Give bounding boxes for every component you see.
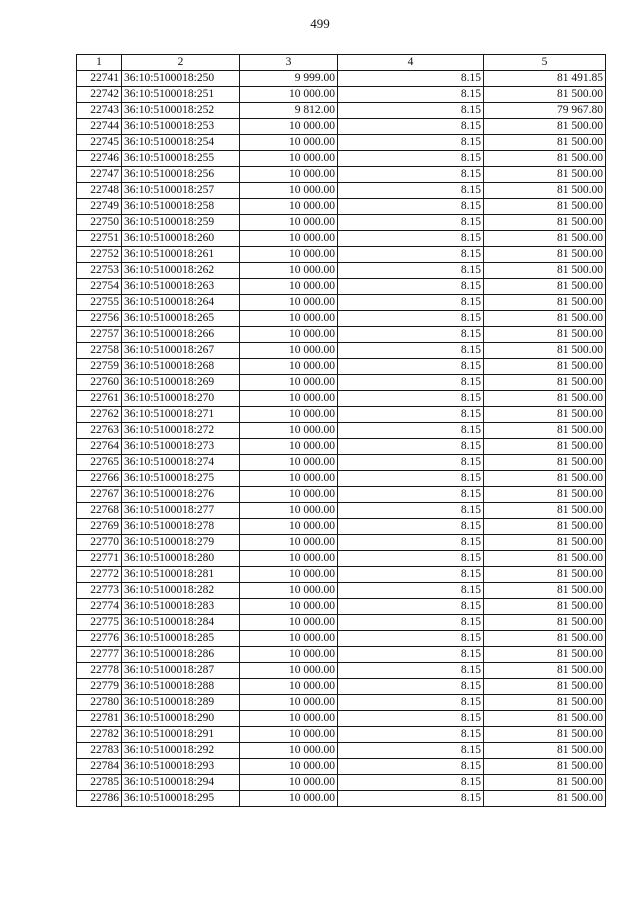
cadastral-number-cell: 36:10:5100018:270 (122, 391, 240, 407)
cadastral-number-cell: 36:10:5100018:253 (122, 119, 240, 135)
column-number-1: 1 (77, 55, 122, 71)
rate-cell: 8.15 (338, 215, 484, 231)
area-cell: 10 000.00 (240, 471, 338, 487)
rate-cell: 8.15 (338, 103, 484, 119)
row-number-cell: 22762 (77, 407, 122, 423)
value-cell: 81 500.00 (484, 343, 606, 359)
area-cell: 10 000.00 (240, 695, 338, 711)
cadastral-number-cell: 36:10:5100018:259 (122, 215, 240, 231)
table-row (77, 663, 606, 679)
rate-cell: 8.15 (338, 407, 484, 423)
rate-cell: 8.15 (338, 311, 484, 327)
registry-table (76, 54, 606, 807)
value-cell: 81 500.00 (484, 519, 606, 535)
registry-table-body (77, 55, 606, 807)
area-cell: 10 000.00 (240, 391, 338, 407)
cadastral-number-cell: 36:10:5100018:274 (122, 455, 240, 471)
area-cell: 10 000.00 (240, 263, 338, 279)
table-row (77, 743, 606, 759)
row-number-cell: 22784 (77, 759, 122, 775)
table-row (77, 775, 606, 791)
cadastral-number-cell: 36:10:5100018:266 (122, 327, 240, 343)
rate-cell: 8.15 (338, 631, 484, 647)
cadastral-number-cell: 36:10:5100018:284 (122, 615, 240, 631)
value-cell: 79 967.80 (484, 103, 606, 119)
table-row (77, 247, 606, 263)
table-row (77, 759, 606, 775)
row-number-cell: 22747 (77, 167, 122, 183)
rate-cell: 8.15 (338, 231, 484, 247)
row-number-cell: 22744 (77, 119, 122, 135)
row-number-cell: 22765 (77, 455, 122, 471)
row-number-cell: 22755 (77, 295, 122, 311)
area-cell: 10 000.00 (240, 375, 338, 391)
rate-cell: 8.15 (338, 359, 484, 375)
value-cell: 81 500.00 (484, 487, 606, 503)
area-cell: 10 000.00 (240, 567, 338, 583)
value-cell: 81 500.00 (484, 215, 606, 231)
table-row (77, 183, 606, 199)
row-number-cell: 22766 (77, 471, 122, 487)
rate-cell: 8.15 (338, 743, 484, 759)
rate-cell: 8.15 (338, 295, 484, 311)
rate-cell: 8.15 (338, 167, 484, 183)
area-cell: 10 000.00 (240, 679, 338, 695)
cadastral-number-cell: 36:10:5100018:289 (122, 695, 240, 711)
rate-cell: 8.15 (338, 439, 484, 455)
value-cell: 81 500.00 (484, 663, 606, 679)
rate-cell: 8.15 (338, 583, 484, 599)
value-cell: 81 500.00 (484, 711, 606, 727)
row-number-cell: 22754 (77, 279, 122, 295)
area-cell: 10 000.00 (240, 535, 338, 551)
area-cell: 10 000.00 (240, 551, 338, 567)
value-cell: 81 500.00 (484, 455, 606, 471)
cadastral-number-cell: 36:10:5100018:277 (122, 503, 240, 519)
area-cell: 10 000.00 (240, 359, 338, 375)
value-cell: 81 500.00 (484, 599, 606, 615)
table-row (77, 263, 606, 279)
table-row (77, 359, 606, 375)
area-cell: 10 000.00 (240, 711, 338, 727)
table-row (77, 407, 606, 423)
table-row (77, 215, 606, 231)
cadastral-number-cell: 36:10:5100018:267 (122, 343, 240, 359)
area-cell: 10 000.00 (240, 231, 338, 247)
cadastral-number-cell: 36:10:5100018:281 (122, 567, 240, 583)
rate-cell: 8.15 (338, 455, 484, 471)
rate-cell: 8.15 (338, 279, 484, 295)
row-number-cell: 22745 (77, 135, 122, 151)
cadastral-number-cell: 36:10:5100018:294 (122, 775, 240, 791)
row-number-cell: 22780 (77, 695, 122, 711)
area-cell: 10 000.00 (240, 791, 338, 807)
area-cell: 10 000.00 (240, 631, 338, 647)
cadastral-number-cell: 36:10:5100018:293 (122, 759, 240, 775)
value-cell: 81 500.00 (484, 87, 606, 103)
area-cell: 10 000.00 (240, 311, 338, 327)
value-cell: 81 500.00 (484, 375, 606, 391)
table-row (77, 311, 606, 327)
value-cell: 81 500.00 (484, 583, 606, 599)
cadastral-number-cell: 36:10:5100018:280 (122, 551, 240, 567)
value-cell: 81 500.00 (484, 631, 606, 647)
cadastral-number-cell: 36:10:5100018:261 (122, 247, 240, 263)
row-number-cell: 22751 (77, 231, 122, 247)
value-cell: 81 500.00 (484, 615, 606, 631)
cadastral-number-cell: 36:10:5100018:278 (122, 519, 240, 535)
table-row (77, 471, 606, 487)
value-cell: 81 500.00 (484, 407, 606, 423)
rate-cell: 8.15 (338, 727, 484, 743)
rate-cell: 8.15 (338, 567, 484, 583)
area-cell: 10 000.00 (240, 247, 338, 263)
row-number-cell: 22774 (77, 599, 122, 615)
row-number-cell: 22749 (77, 199, 122, 215)
table-row (77, 519, 606, 535)
area-cell: 10 000.00 (240, 647, 338, 663)
rate-cell: 8.15 (338, 599, 484, 615)
table-row (77, 615, 606, 631)
table-row (77, 135, 606, 151)
area-cell: 10 000.00 (240, 727, 338, 743)
row-number-cell: 22761 (77, 391, 122, 407)
table-row (77, 599, 606, 615)
row-number-cell: 22776 (77, 631, 122, 647)
cadastral-number-cell: 36:10:5100018:265 (122, 311, 240, 327)
value-cell: 81 500.00 (484, 423, 606, 439)
area-cell: 10 000.00 (240, 167, 338, 183)
value-cell: 81 500.00 (484, 535, 606, 551)
area-cell: 10 000.00 (240, 775, 338, 791)
value-cell: 81 500.00 (484, 295, 606, 311)
value-cell: 81 500.00 (484, 759, 606, 775)
area-cell: 10 000.00 (240, 759, 338, 775)
table-row (77, 119, 606, 135)
rate-cell: 8.15 (338, 151, 484, 167)
rate-cell: 8.15 (338, 551, 484, 567)
cadastral-number-cell: 36:10:5100018:269 (122, 375, 240, 391)
row-number-cell: 22746 (77, 151, 122, 167)
value-cell: 81 500.00 (484, 647, 606, 663)
area-cell: 10 000.00 (240, 327, 338, 343)
cadastral-number-cell: 36:10:5100018:262 (122, 263, 240, 279)
row-number-cell: 22759 (77, 359, 122, 375)
table-row (77, 791, 606, 807)
table-row (77, 71, 606, 87)
value-cell: 81 500.00 (484, 359, 606, 375)
area-cell: 10 000.00 (240, 423, 338, 439)
area-cell: 10 000.00 (240, 135, 338, 151)
table-row (77, 167, 606, 183)
cadastral-number-cell: 36:10:5100018:276 (122, 487, 240, 503)
cadastral-number-cell: 36:10:5100018:273 (122, 439, 240, 455)
table-row (77, 375, 606, 391)
rate-cell: 8.15 (338, 711, 484, 727)
table-row (77, 695, 606, 711)
table-row (77, 151, 606, 167)
table-row (77, 87, 606, 103)
table-row (77, 551, 606, 567)
table-row (77, 295, 606, 311)
value-cell: 81 500.00 (484, 119, 606, 135)
table-row (77, 631, 606, 647)
area-cell: 10 000.00 (240, 615, 338, 631)
rate-cell: 8.15 (338, 343, 484, 359)
value-cell: 81 500.00 (484, 199, 606, 215)
rate-cell: 8.15 (338, 503, 484, 519)
value-cell: 81 500.00 (484, 439, 606, 455)
row-number-cell: 22750 (77, 215, 122, 231)
cadastral-number-cell: 36:10:5100018:290 (122, 711, 240, 727)
row-number-cell: 22763 (77, 423, 122, 439)
rate-cell: 8.15 (338, 183, 484, 199)
row-number-cell: 22779 (77, 679, 122, 695)
value-cell: 81 500.00 (484, 503, 606, 519)
rate-cell: 8.15 (338, 487, 484, 503)
area-cell: 10 000.00 (240, 199, 338, 215)
cadastral-number-cell: 36:10:5100018:272 (122, 423, 240, 439)
value-cell: 81 500.00 (484, 679, 606, 695)
row-number-cell: 22781 (77, 711, 122, 727)
area-cell: 10 000.00 (240, 455, 338, 471)
row-number-cell: 22764 (77, 439, 122, 455)
cadastral-number-cell: 36:10:5100018:252 (122, 103, 240, 119)
row-number-cell: 22753 (77, 263, 122, 279)
row-number-cell: 22767 (77, 487, 122, 503)
area-cell: 10 000.00 (240, 439, 338, 455)
area-cell: 10 000.00 (240, 215, 338, 231)
cadastral-number-cell: 36:10:5100018:271 (122, 407, 240, 423)
row-number-cell: 22782 (77, 727, 122, 743)
value-cell: 81 500.00 (484, 775, 606, 791)
row-number-cell: 22760 (77, 375, 122, 391)
value-cell: 81 500.00 (484, 727, 606, 743)
area-cell: 10 000.00 (240, 87, 338, 103)
rate-cell: 8.15 (338, 471, 484, 487)
rate-cell: 8.15 (338, 663, 484, 679)
row-number-cell: 22785 (77, 775, 122, 791)
rate-cell: 8.15 (338, 375, 484, 391)
rate-cell: 8.15 (338, 775, 484, 791)
value-cell: 81 500.00 (484, 151, 606, 167)
table-row (77, 647, 606, 663)
cadastral-number-cell: 36:10:5100018:287 (122, 663, 240, 679)
rate-cell: 8.15 (338, 199, 484, 215)
cadastral-number-cell: 36:10:5100018:292 (122, 743, 240, 759)
cadastral-number-cell: 36:10:5100018:258 (122, 199, 240, 215)
value-cell: 81 500.00 (484, 167, 606, 183)
row-number-cell: 22758 (77, 343, 122, 359)
row-number-cell: 22769 (77, 519, 122, 535)
table-row (77, 279, 606, 295)
rate-cell: 8.15 (338, 119, 484, 135)
value-cell: 81 500.00 (484, 327, 606, 343)
value-cell: 81 500.00 (484, 135, 606, 151)
rate-cell: 8.15 (338, 695, 484, 711)
area-cell: 10 000.00 (240, 663, 338, 679)
cadastral-number-cell: 36:10:5100018:268 (122, 359, 240, 375)
cadastral-number-cell: 36:10:5100018:260 (122, 231, 240, 247)
rate-cell: 8.15 (338, 679, 484, 695)
area-cell: 10 000.00 (240, 487, 338, 503)
column-number-2: 2 (122, 55, 240, 71)
table-row (77, 439, 606, 455)
area-cell: 10 000.00 (240, 503, 338, 519)
rate-cell: 8.15 (338, 535, 484, 551)
table-row (77, 503, 606, 519)
table-row (77, 567, 606, 583)
area-cell: 9 999.00 (240, 71, 338, 87)
row-number-cell: 22770 (77, 535, 122, 551)
value-cell: 81 500.00 (484, 183, 606, 199)
cadastral-number-cell: 36:10:5100018:291 (122, 727, 240, 743)
cadastral-number-cell: 36:10:5100018:256 (122, 167, 240, 183)
row-number-cell: 22772 (77, 567, 122, 583)
cadastral-number-cell: 36:10:5100018:282 (122, 583, 240, 599)
cadastral-number-cell: 36:10:5100018:288 (122, 679, 240, 695)
row-number-cell: 22771 (77, 551, 122, 567)
area-cell: 9 812.00 (240, 103, 338, 119)
table-row (77, 727, 606, 743)
value-cell: 81 500.00 (484, 311, 606, 327)
table-row (77, 679, 606, 695)
value-cell: 81 500.00 (484, 791, 606, 807)
row-number-cell: 22752 (77, 247, 122, 263)
table-row (77, 535, 606, 551)
value-cell: 81 500.00 (484, 231, 606, 247)
row-number-cell: 22741 (77, 71, 122, 87)
table-row (77, 391, 606, 407)
cadastral-number-cell: 36:10:5100018:283 (122, 599, 240, 615)
row-number-cell: 22783 (77, 743, 122, 759)
value-cell: 81 500.00 (484, 567, 606, 583)
cadastral-number-cell: 36:10:5100018:285 (122, 631, 240, 647)
value-cell: 81 500.00 (484, 391, 606, 407)
row-number-cell: 22777 (77, 647, 122, 663)
value-cell: 81 491.85 (484, 71, 606, 87)
value-cell: 81 500.00 (484, 279, 606, 295)
cadastral-number-cell: 36:10:5100018:275 (122, 471, 240, 487)
row-number-cell: 22768 (77, 503, 122, 519)
area-cell: 10 000.00 (240, 743, 338, 759)
row-number-cell: 22775 (77, 615, 122, 631)
rate-cell: 8.15 (338, 391, 484, 407)
column-number-4: 4 (338, 55, 484, 71)
column-number-header-row (77, 55, 606, 71)
table-row (77, 103, 606, 119)
value-cell: 81 500.00 (484, 247, 606, 263)
rate-cell: 8.15 (338, 423, 484, 439)
value-cell: 81 500.00 (484, 743, 606, 759)
row-number-cell: 22757 (77, 327, 122, 343)
area-cell: 10 000.00 (240, 343, 338, 359)
area-cell: 10 000.00 (240, 519, 338, 535)
area-cell: 10 000.00 (240, 599, 338, 615)
row-number-cell: 22756 (77, 311, 122, 327)
rate-cell: 8.15 (338, 759, 484, 775)
rate-cell: 8.15 (338, 647, 484, 663)
row-number-cell: 22742 (77, 87, 122, 103)
rate-cell: 8.15 (338, 87, 484, 103)
table-row (77, 343, 606, 359)
cadastral-number-cell: 36:10:5100018:286 (122, 647, 240, 663)
table-row (77, 231, 606, 247)
table-row (77, 487, 606, 503)
area-cell: 10 000.00 (240, 295, 338, 311)
cadastral-number-cell: 36:10:5100018:263 (122, 279, 240, 295)
area-cell: 10 000.00 (240, 583, 338, 599)
value-cell: 81 500.00 (484, 471, 606, 487)
table-row (77, 199, 606, 215)
table-row (77, 583, 606, 599)
rate-cell: 8.15 (338, 247, 484, 263)
table-row (77, 711, 606, 727)
row-number-cell: 22743 (77, 103, 122, 119)
rate-cell: 8.15 (338, 135, 484, 151)
row-number-cell: 22748 (77, 183, 122, 199)
row-number-cell: 22778 (77, 663, 122, 679)
area-cell: 10 000.00 (240, 119, 338, 135)
cadastral-number-cell: 36:10:5100018:257 (122, 183, 240, 199)
value-cell: 81 500.00 (484, 551, 606, 567)
cadastral-number-cell: 36:10:5100018:250 (122, 71, 240, 87)
area-cell: 10 000.00 (240, 183, 338, 199)
rate-cell: 8.15 (338, 615, 484, 631)
rate-cell: 8.15 (338, 327, 484, 343)
column-number-5: 5 (484, 55, 606, 71)
cadastral-number-cell: 36:10:5100018:251 (122, 87, 240, 103)
cadastral-number-cell: 36:10:5100018:279 (122, 535, 240, 551)
cadastral-number-cell: 36:10:5100018:295 (122, 791, 240, 807)
cadastral-number-cell: 36:10:5100018:255 (122, 151, 240, 167)
value-cell: 81 500.00 (484, 695, 606, 711)
rate-cell: 8.15 (338, 519, 484, 535)
area-cell: 10 000.00 (240, 407, 338, 423)
column-number-3: 3 (240, 55, 338, 71)
value-cell: 81 500.00 (484, 263, 606, 279)
table-row (77, 455, 606, 471)
cadastral-number-cell: 36:10:5100018:264 (122, 295, 240, 311)
table-row (77, 327, 606, 343)
cadastral-number-cell: 36:10:5100018:254 (122, 135, 240, 151)
table-row (77, 423, 606, 439)
row-number-cell: 22773 (77, 583, 122, 599)
rate-cell: 8.15 (338, 263, 484, 279)
rate-cell: 8.15 (338, 791, 484, 807)
area-cell: 10 000.00 (240, 279, 338, 295)
row-number-cell: 22786 (77, 791, 122, 807)
rate-cell: 8.15 (338, 71, 484, 87)
area-cell: 10 000.00 (240, 151, 338, 167)
page-number: 499 (310, 16, 330, 31)
